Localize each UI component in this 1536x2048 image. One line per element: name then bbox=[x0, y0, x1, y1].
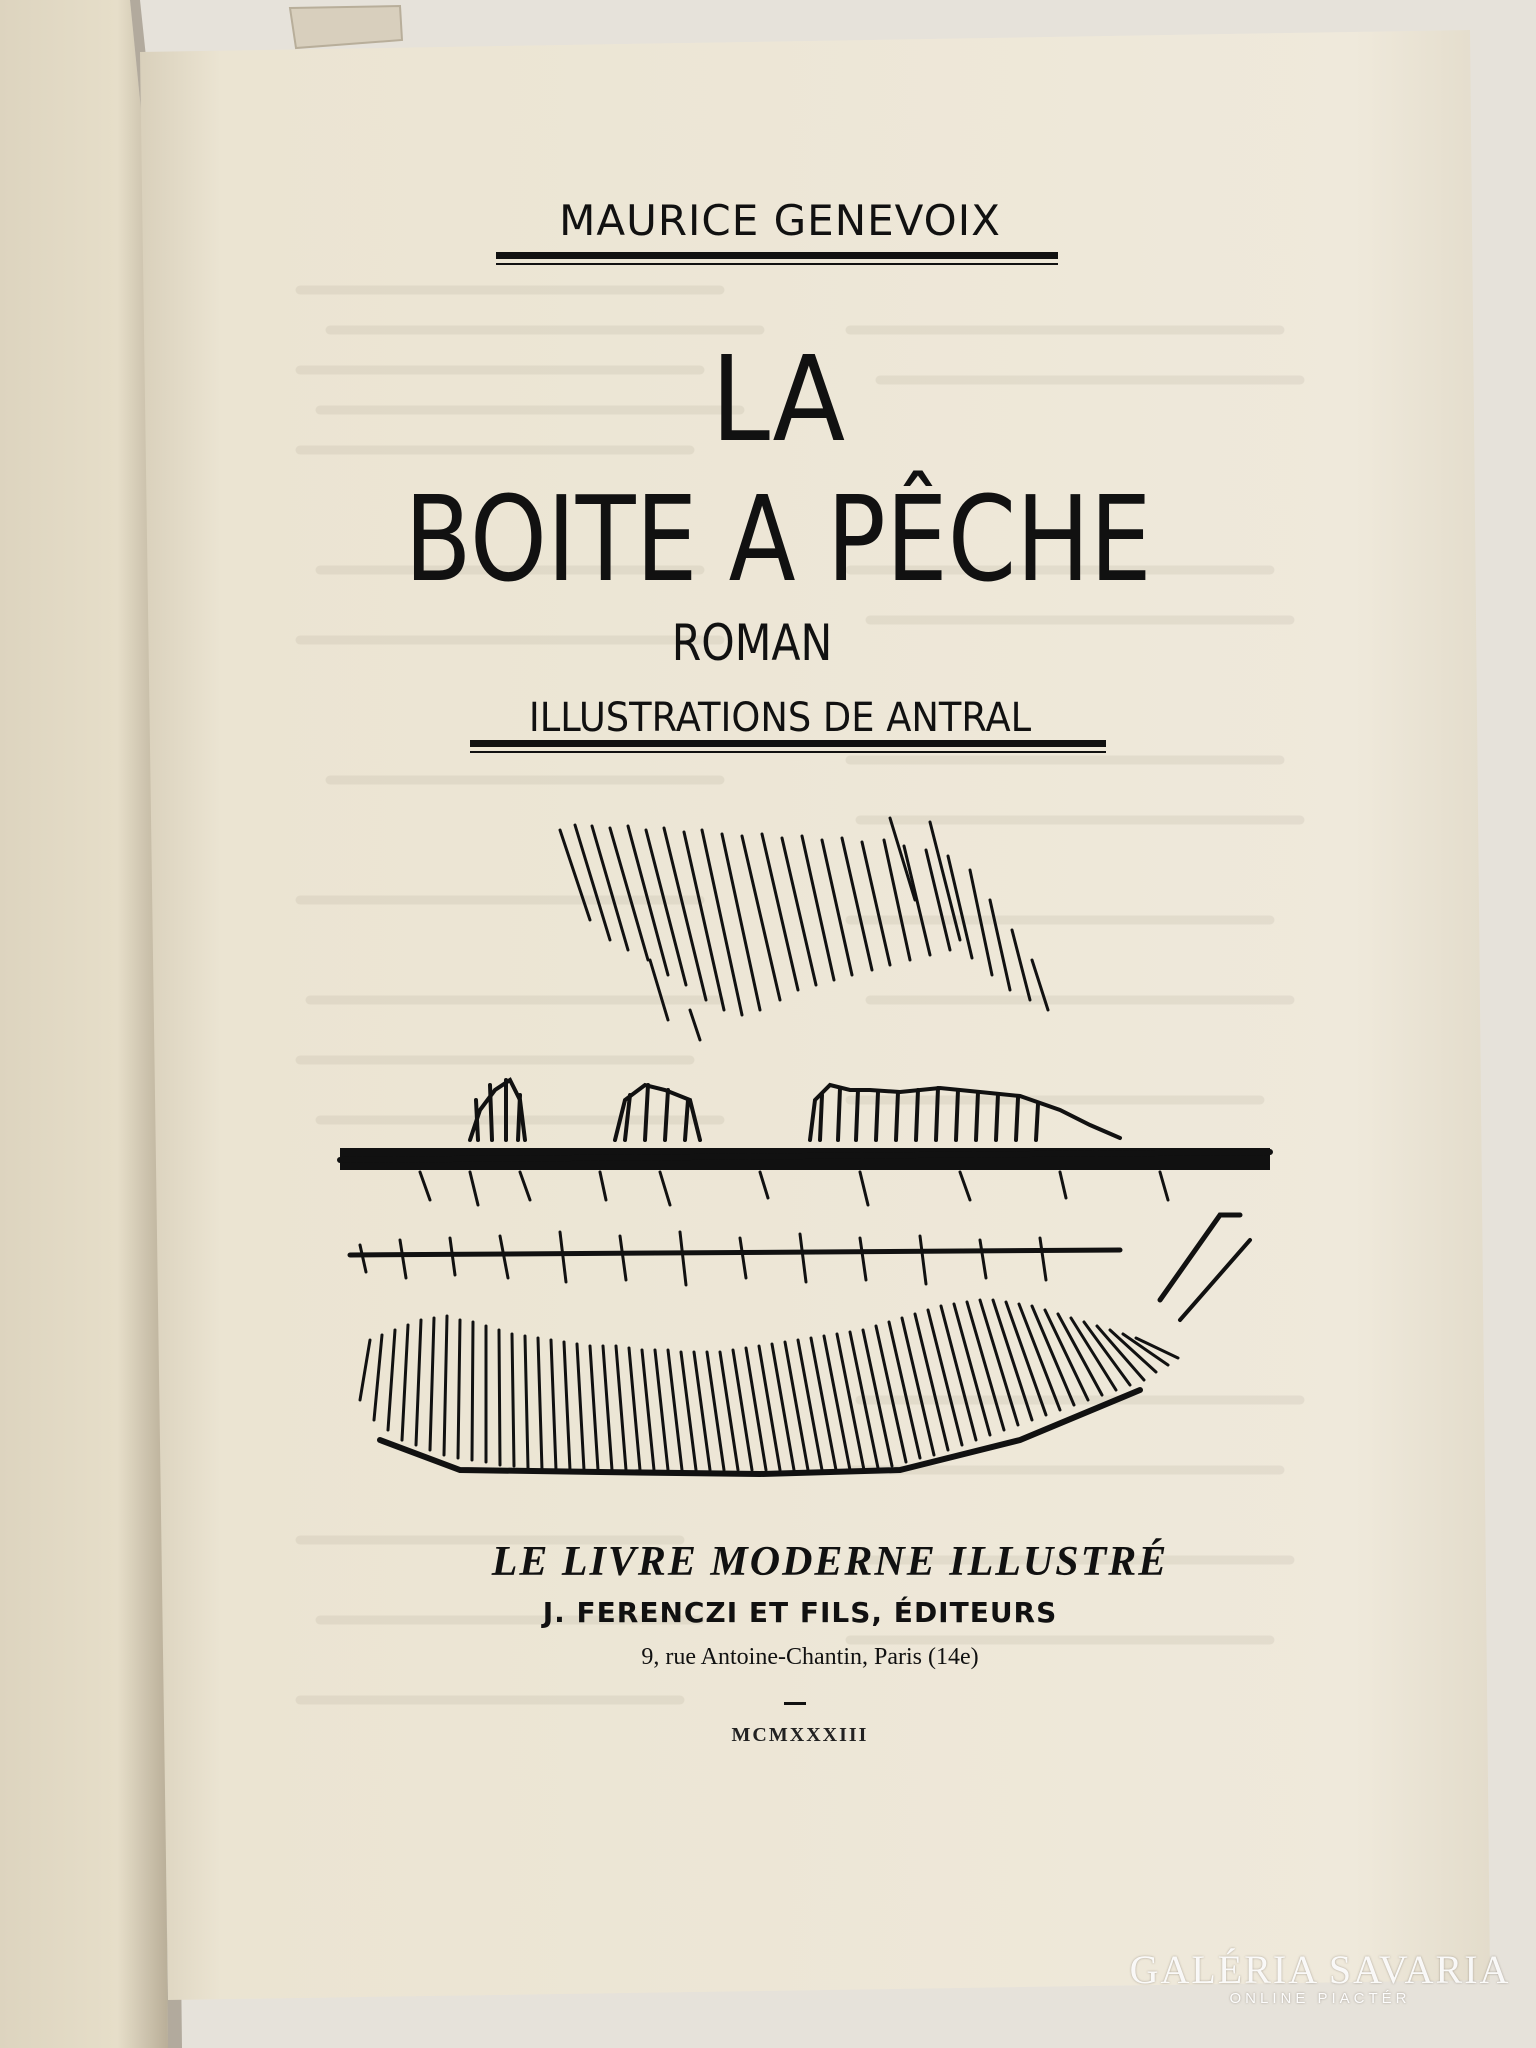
torn-edge bbox=[290, 6, 402, 48]
series-name: LE LIVRE MODERNE ILLUSTRÉ bbox=[491, 1539, 1169, 1585]
publisher-address: 9, rue Antoine-Chantin, Paris (14e) bbox=[641, 1644, 979, 1670]
author-name: MAURICE GENEVOIX bbox=[559, 196, 1001, 245]
genre-label: ROMAN bbox=[671, 614, 833, 672]
illustrations-rule-thin bbox=[470, 751, 1106, 753]
author-rule-thin bbox=[496, 263, 1058, 265]
author-rule bbox=[496, 252, 1058, 259]
book-title-line-2: BOITE A PÊCHE bbox=[404, 470, 1152, 608]
publisher-name: J. FERENCZI ET FILS, ÉDITEURS bbox=[542, 1596, 1058, 1629]
illustrations-credit: ILLUSTRATIONS DE ANTRAL bbox=[528, 695, 1032, 741]
year-dash bbox=[784, 1702, 806, 1705]
illustrations-rule bbox=[470, 740, 1106, 747]
book-title-line-1: LA bbox=[710, 330, 846, 468]
publication-year: MCMXXXIII bbox=[731, 1724, 869, 1746]
left-page bbox=[0, 0, 168, 2048]
watermark-subtitle: ONLINE PIACTÉR bbox=[1229, 1990, 1411, 2007]
watermark-logo: GALÉRIA SAVARIA bbox=[1129, 1947, 1511, 1992]
